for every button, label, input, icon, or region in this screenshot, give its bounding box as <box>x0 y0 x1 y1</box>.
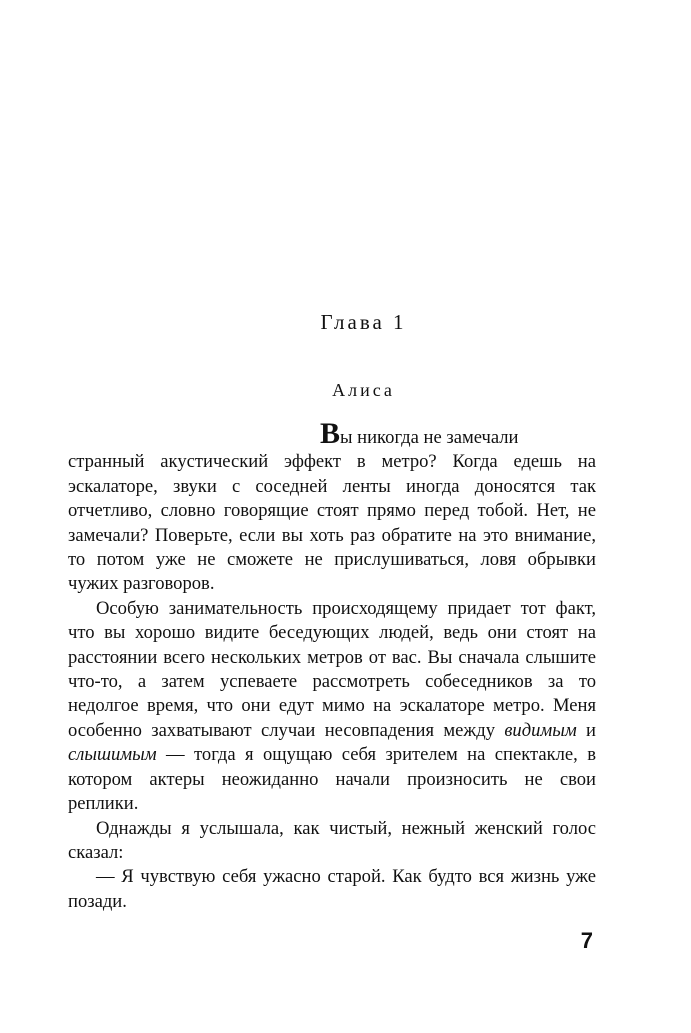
italic-word-visible: видимым <box>504 719 577 741</box>
paragraph-3: Однажды я услышала, как чистый, нежный женский голос сказал: <box>68 817 596 863</box>
drop-cap: В <box>320 417 341 450</box>
paragraph-2-part-1: Особую занимательность происходящему придает тот факт, что вы хорошо видите беседующих людей, ведь они стоят на расстоянии всего нескольких метров от вас. Вы сначала слышите что-то, а затем успеваете рассмотреть собеседников за то недолгое время, что они едут мимо на эскалаторе метро. Меня особенно захватывают случаи несовпадения между <box>68 597 596 741</box>
paragraph-2-part-2: и <box>576 719 597 741</box>
first-line <box>68 417 596 450</box>
paragraph-1-rest: странный акустический эффект в метро? Когда едешь на эскалаторе, звуки с соседней ленты иногда доносятся так отчетливо, словно говорящие стоят прямо перед тобой. Нет, не замечали? Поверьте, если вы хоть раз обратите на это внимание, то потом уже не сможете не прислушиваться, ловя обрывки чужих разговоров. <box>68 451 596 595</box>
first-line-text: ы никогда не замечали <box>340 427 519 448</box>
page-number: 7 <box>580 928 593 953</box>
chapter-title: Алиса <box>332 380 395 400</box>
paragraph-2 <box>68 597 596 817</box>
paragraph-2-part-3: — тогда я ощущаю себя зрителем на спектакле, в котором актеры неожиданно начали произносить не свои реплики. <box>68 744 596 815</box>
paragraph-4-dialogue: — Я чувствую себя ужасно старой. Как будто вся жизнь уже позади. <box>68 866 596 912</box>
body-text <box>68 417 597 914</box>
chapter-heading: Глава 1 <box>320 310 407 334</box>
paragraph-1 <box>68 417 596 597</box>
italic-word-audible: слышимым <box>68 744 157 766</box>
